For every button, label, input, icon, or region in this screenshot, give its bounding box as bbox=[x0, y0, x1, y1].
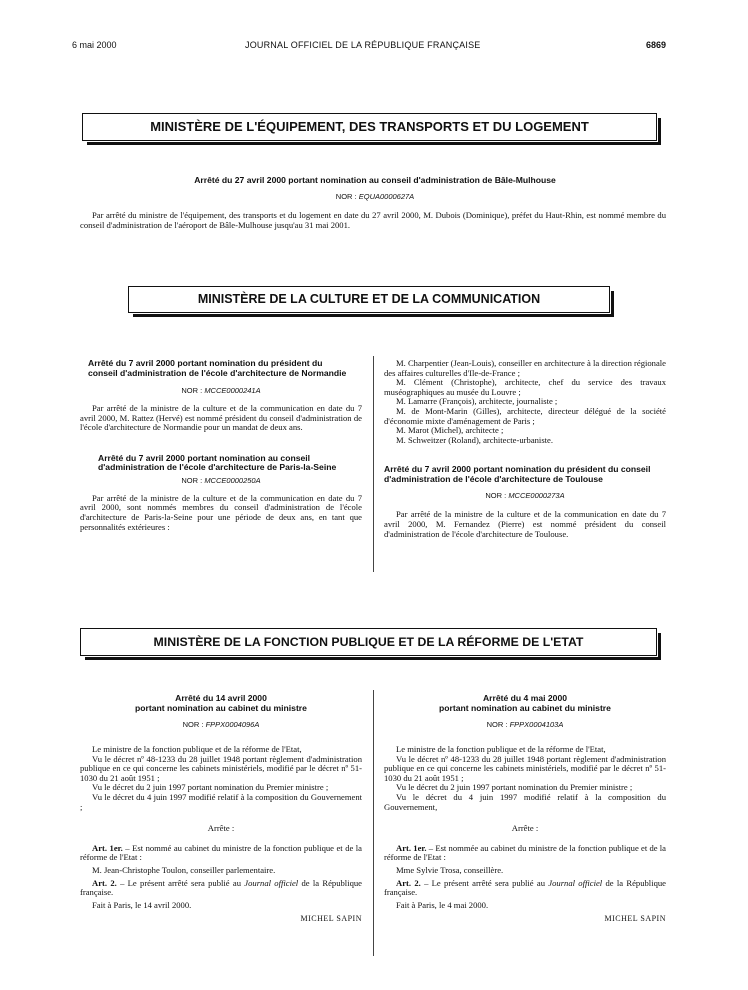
arrete-text: Par arrêté de la ministre de la culture et de la communication en date du 7 avril 2000, sont nommés membres du conseil d'administration de l'école d'architecture de Paris-la-Seine pour une période de deux ans, en tant que personnalités extérieures : bbox=[80, 492, 362, 532]
decree-arrete: Arrête : bbox=[207, 823, 235, 834]
signature: MICHEL SAPIN bbox=[604, 914, 666, 924]
decree-intro: Le ministre de la fonction publique et de la réforme de l'Etat, bbox=[92, 744, 302, 754]
header-journal-title: JOURNAL OFFICIEL DE LA RÉPUBLIQUE FRANÇAISE bbox=[245, 40, 481, 50]
decree-article-1: Art. 1er. – Est nommée au cabinet du ministre de la fonction publique et de la réforme de l'Etat : bbox=[384, 842, 667, 863]
header-date: 6 mai 2000 bbox=[72, 40, 117, 50]
nor-reference: NOR : MCCE0000241A bbox=[181, 386, 261, 395]
arrete-title: Arrêté du 4 mai 2000 portant nomination au cabinet du ministre bbox=[439, 693, 611, 713]
culture-right-column bbox=[384, 359, 666, 539]
decree-intro: Le ministre de la fonction publique et de la réforme de l'Etat, bbox=[396, 744, 606, 754]
nor-reference: NOR : FPPX0004103A bbox=[486, 720, 564, 729]
list-item: M. Lamarre (François), architecte, journaliste ; bbox=[396, 396, 558, 407]
decree-appointee: Mme Sylvie Trosa, conseillère. bbox=[396, 864, 504, 875]
column-divider bbox=[373, 690, 374, 956]
list-item: M. de Mont-Marin (Gilles), architecte, directeur délégué de la société d'économie mixte d'aménagement de Paris ; bbox=[384, 405, 666, 426]
list-item: M. Marot (Michel), architecte ; bbox=[396, 425, 504, 436]
decree-date: Fait à Paris, le 14 avril 2000. bbox=[92, 899, 192, 910]
decree-vu: Vu le décret nº 48-1233 du 28 juillet 1948 portant règlement d'administration publique en ce qui concerne les cabinets ministériels, modifié par le décret nº 51-1030 du 21 août 1951 ; bbox=[80, 753, 362, 783]
column-divider bbox=[373, 356, 374, 572]
decree-body bbox=[384, 745, 666, 910]
signature: MICHEL SAPIN bbox=[300, 914, 362, 924]
header-page-number: 6869 bbox=[646, 40, 667, 50]
decree-arrete: Arrête : bbox=[511, 823, 539, 834]
ministry-banner-equipement bbox=[82, 113, 657, 141]
decree-vu: Vu le décret du 4 juin 1997 modifié relatif à la composition du Gouvernement, bbox=[384, 791, 666, 812]
arrete-title: Arrêté du 27 avril 2000 portant nomination au conseil d'administration de Bâle-Mulhouse bbox=[194, 175, 556, 185]
decree-vu: Vu le décret du 2 juin 1997 portant nomination du Premier ministre ; bbox=[92, 782, 329, 793]
nor-reference: NOR : MCCE0000273A bbox=[485, 491, 565, 501]
nor-reference: NOR : MCCE0000250A bbox=[181, 475, 261, 485]
ministry-banner-fonction-publique bbox=[80, 628, 657, 656]
list-item: M. Charpentier (Jean-Louis), conseiller en architecture à la direction régionale des affaires culturelles d'Ile-de-France ; bbox=[384, 358, 666, 378]
arrete-title: Arrêté du 7 avril 2000 portant nomination du président du conseil d'administration de l'école d'architecture de Toulouse bbox=[384, 464, 651, 484]
ministry-title: MINISTÈRE DE L'ÉQUIPEMENT, DES TRANSPORTS ET DU LOGEMENT bbox=[150, 119, 589, 134]
culture-left-column bbox=[80, 359, 362, 532]
decree-vu: Vu le décret du 4 juin 1997 modifié relatif à la composition du Gouvernement ; bbox=[80, 791, 362, 812]
arrete-text: Par arrêté de la ministre de la culture et de la communication en date du 7 avril 2000, M. Fernandez (Pierre) est nommé président du conseil d'administration de l'école d'architecture de Toulouse. bbox=[384, 509, 666, 539]
decree-right bbox=[384, 694, 666, 923]
decree-article-2: Art. 2. – Le présent arrêté sera publié au Journal officiel de la République française. bbox=[384, 877, 666, 898]
list-item: M. Clément (Christophe), architecte, chef du service des travaux muséographiques au musée du Louvre ; bbox=[384, 377, 666, 397]
member-list bbox=[384, 359, 666, 445]
arrete-text: Par arrêté de la ministre de la culture et de la communication en date du 7 avril 2000, M. Rattez (Hervé) est nommé président du conseil d'administration de l'école d'architecture de Normandie pour un mandat de deux ans. bbox=[80, 403, 362, 433]
decree-article-1: Art. 1er. – Est nommé au cabinet du ministre de la fonction publique et de la réforme de l'Etat : bbox=[80, 842, 362, 863]
decree-body bbox=[80, 745, 362, 910]
nor-reference: NOR : FPPX0004096A bbox=[182, 720, 260, 729]
arrete-title: Arrêté du 7 avril 2000 portant nomination au conseil d'administration de l'école d'architecture de Paris-la-Seine bbox=[98, 452, 337, 473]
arrete-title: Arrêté du 7 avril 2000 portant nomination du président du conseil d'administration de l'école d'architecture de Normandie bbox=[88, 358, 347, 378]
ministry-title: MINISTÈRE DE LA CULTURE ET DE LA COMMUNICATION bbox=[197, 292, 541, 306]
decree-date: Fait à Paris, le 4 mai 2000. bbox=[396, 899, 489, 910]
arrete-text: Par arrêté du ministre de l'équipement, des transports et du logement en date du 27 avril 2000, M. Dubois (Dominique), préfet du Haut-Rhin, est nommé membre du conseil d'administration de l'aéroport de Bâle-Mulhouse jusqu'au 31 mai 2001. bbox=[80, 210, 666, 230]
nor-reference: NOR : EQUA0000627A bbox=[335, 192, 415, 201]
decree-article-2: Art. 2. – Le présent arrêté sera publié au Journal officiel de la République française. bbox=[80, 877, 362, 898]
decree-left bbox=[80, 694, 362, 923]
ministry-banner-culture bbox=[128, 286, 610, 313]
decree-vu: Vu le décret nº 48-1233 du 28 juillet 1948 portant règlement d'administration publique en ce qui concerne les cabinets ministériels, modifié par le décret nº 51-1030 du 21 août 1951 ; bbox=[384, 753, 666, 783]
arrete-title: Arrêté du 14 avril 2000 portant nomination au cabinet du ministre bbox=[135, 693, 307, 713]
decree-vu: Vu le décret du 2 juin 1997 portant nomination du Premier ministre ; bbox=[396, 782, 633, 793]
decree-appointee: M. Jean-Christophe Toulon, conseiller parlementaire. bbox=[92, 864, 276, 875]
ministry-title: MINISTÈRE DE LA FONCTION PUBLIQUE ET DE LA RÉFORME DE L'ETAT bbox=[153, 635, 584, 649]
list-item: M. Schweitzer (Roland), architecte-urbaniste. bbox=[396, 434, 554, 445]
